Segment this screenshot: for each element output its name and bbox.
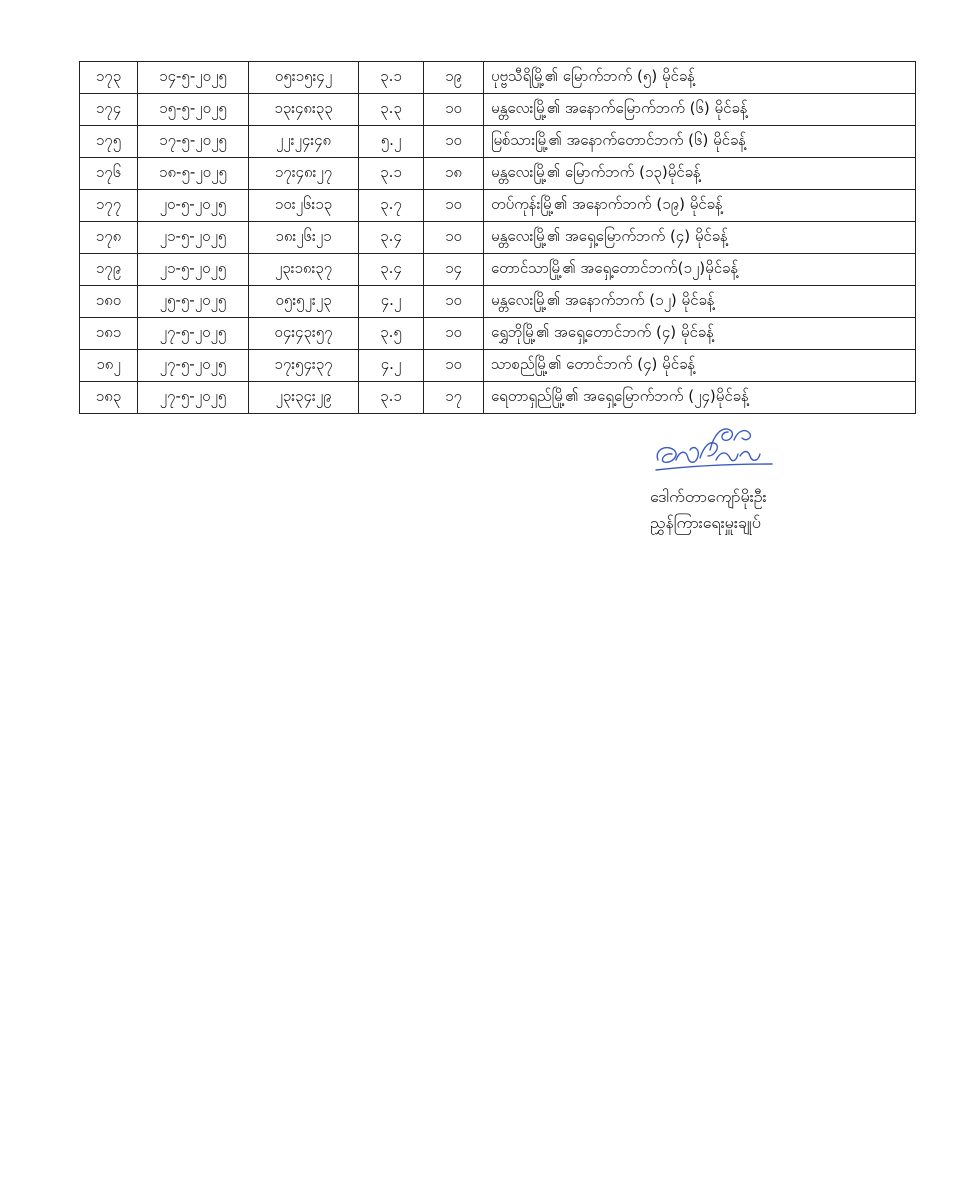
table-row xyxy=(80,222,916,254)
cell-location: မန္တလေးမြို့၏ အရှေ့မြောက်ဘက် (၄) မိုင်ခန့် xyxy=(484,222,916,254)
cell-location: ပုဗ္ဗသီရိမြို့၏ မြောက်ဘက် (၅) မိုင်ခန့် xyxy=(484,62,916,94)
cell-date: ၂၇-၅-၂၀၂၅ xyxy=(138,382,249,414)
cell-magnitude: ၃.၁ xyxy=(359,62,424,94)
cell-time: ၁၈း၂၆း၂၁ xyxy=(249,222,359,254)
signature-image xyxy=(650,420,780,484)
cell-time: ၀၅း၅၂း၂၃ xyxy=(249,286,359,318)
cell-date: ၂၇-၅-၂၀၂၅ xyxy=(138,318,249,350)
table-row xyxy=(80,190,916,222)
cell-depth: ၁၀ xyxy=(424,286,484,318)
cell-location: သာစည်မြို့၏ တောင်ဘက် (၄) မိုင်ခန့် xyxy=(484,350,916,382)
cell-time: ၁၀း၂၆း၁၃ xyxy=(249,190,359,222)
cell-date: ၂၀-၅-၂၀၂၅ xyxy=(138,190,249,222)
cell-date: ၂၁-၅-၂၀၂၅ xyxy=(138,254,249,286)
cell-number: ၁၇၃ xyxy=(80,62,138,94)
table-row xyxy=(80,158,916,190)
cell-magnitude: ၃.၇ xyxy=(359,190,424,222)
cell-number: ၁၈၂ xyxy=(80,350,138,382)
earthquake-table xyxy=(79,61,916,414)
cell-number: ၁၇၈ xyxy=(80,222,138,254)
cell-depth: ၁၀ xyxy=(424,350,484,382)
cell-date: ၂၇-၅-၂၀၂၅ xyxy=(138,350,249,382)
cell-depth: ၁၉ xyxy=(424,62,484,94)
cell-number: ၁၇၄ xyxy=(80,94,138,126)
cell-location: ရွှေဘိုမြို့၏ အရှေ့တောင်ဘက် (၄) မိုင်ခန့် xyxy=(484,318,916,350)
cell-time: ၁၃း၄၈း၃၃ xyxy=(249,94,359,126)
cell-magnitude: ၄.၂ xyxy=(359,350,424,382)
table-row xyxy=(80,94,916,126)
cell-depth: ၁၀ xyxy=(424,126,484,158)
cell-location: တောင်သာမြို့၏ အရှေ့တောင်ဘက်(၁၂)မိုင်ခန့် xyxy=(484,254,916,286)
cell-magnitude: ၅.၂ xyxy=(359,126,424,158)
cell-time: ၀၅း၁၅း၄၂ xyxy=(249,62,359,94)
cell-time: ၁၇း၅၄း၃၇ xyxy=(249,350,359,382)
earthquake-table-body xyxy=(80,62,916,414)
cell-magnitude: ၃.၁ xyxy=(359,382,424,414)
cell-location: မန္တလေးမြို့၏ မြောက်ဘက် (၁၃)မိုင်ခန့် xyxy=(484,158,916,190)
cell-time: ၂၃း၃၄း၂၉ xyxy=(249,382,359,414)
cell-number: ၁၈၁ xyxy=(80,318,138,350)
cell-location: မန္တလေးမြို့၏ အနောက်ဘက် (၁၂) မိုင်ခန့် xyxy=(484,286,916,318)
cell-location: တပ်ကုန်းမြို့၏ အနောက်ဘက် (၁၉) မိုင်ခန့် xyxy=(484,190,916,222)
cell-time: ၀၄း၄၃း၅၇ xyxy=(249,318,359,350)
cell-number: ၁၇၆ xyxy=(80,158,138,190)
cell-depth: ၁၀ xyxy=(424,190,484,222)
signatory-name: ဒေါက်တာကျော်မိုးဦး xyxy=(650,487,767,506)
cell-depth: ၁၇ xyxy=(424,382,484,414)
table-row xyxy=(80,350,916,382)
cell-magnitude: ၃.၄ xyxy=(359,254,424,286)
cell-number: ၁၇၅ xyxy=(80,126,138,158)
cell-depth: ၁၈ xyxy=(424,158,484,190)
signatory-title: ညွှန်ကြားရေးမှူးချုပ် xyxy=(650,513,761,532)
cell-date: ၂၁-၅-၂၀၂၅ xyxy=(138,222,249,254)
table-row xyxy=(80,286,916,318)
cell-date: ၂၅-၅-၂၀၂၅ xyxy=(138,286,249,318)
cell-time: ၁၇း၄၈း၂၇ xyxy=(249,158,359,190)
table-row xyxy=(80,382,916,414)
cell-location: မြစ်သားမြို့၏ အနောက်တောင်ဘက် (၆) မိုင်ခန့် xyxy=(484,126,916,158)
cell-date: ၁၈-၅-၂၀၂၅ xyxy=(138,158,249,190)
signature-block xyxy=(650,420,910,536)
cell-number: ၁၈၀ xyxy=(80,286,138,318)
cell-depth: ၁၀ xyxy=(424,222,484,254)
table-row xyxy=(80,318,916,350)
cell-time: ၂၃း၁၈း၃၇ xyxy=(249,254,359,286)
cell-number: ၁၈၃ xyxy=(80,382,138,414)
cell-magnitude: ၄.၂ xyxy=(359,286,424,318)
cell-location: ရေတာရှည်မြို့၏ အရှေ့မြောက်ဘက် (၂၄)မိုင်ခန့် xyxy=(484,382,916,414)
cell-location: မန္တလေးမြို့၏ အနောက်မြောက်ဘက် (၆) မိုင်ခန့် xyxy=(484,94,916,126)
cell-magnitude: ၃.၁ xyxy=(359,158,424,190)
cell-date: ၁၄-၅-၂၀၂၅ xyxy=(138,62,249,94)
cell-depth: ၁၀ xyxy=(424,318,484,350)
cell-depth: ၁၄ xyxy=(424,254,484,286)
cell-magnitude: ၃.၃ xyxy=(359,94,424,126)
cell-number: ၁၇၉ xyxy=(80,254,138,286)
cell-number: ၁၇၇ xyxy=(80,190,138,222)
cell-depth: ၁၀ xyxy=(424,94,484,126)
table-row xyxy=(80,62,916,94)
cell-date: ၁၇-၅-၂၀၂၅ xyxy=(138,126,249,158)
table-row xyxy=(80,126,916,158)
cell-magnitude: ၃.၅ xyxy=(359,318,424,350)
cell-magnitude: ၃.၄ xyxy=(359,222,424,254)
cell-date: ၁၅-၅-၂၀၂၅ xyxy=(138,94,249,126)
table-row xyxy=(80,254,916,286)
cell-time: ၂၂း၂၄း၄၈ xyxy=(249,126,359,158)
